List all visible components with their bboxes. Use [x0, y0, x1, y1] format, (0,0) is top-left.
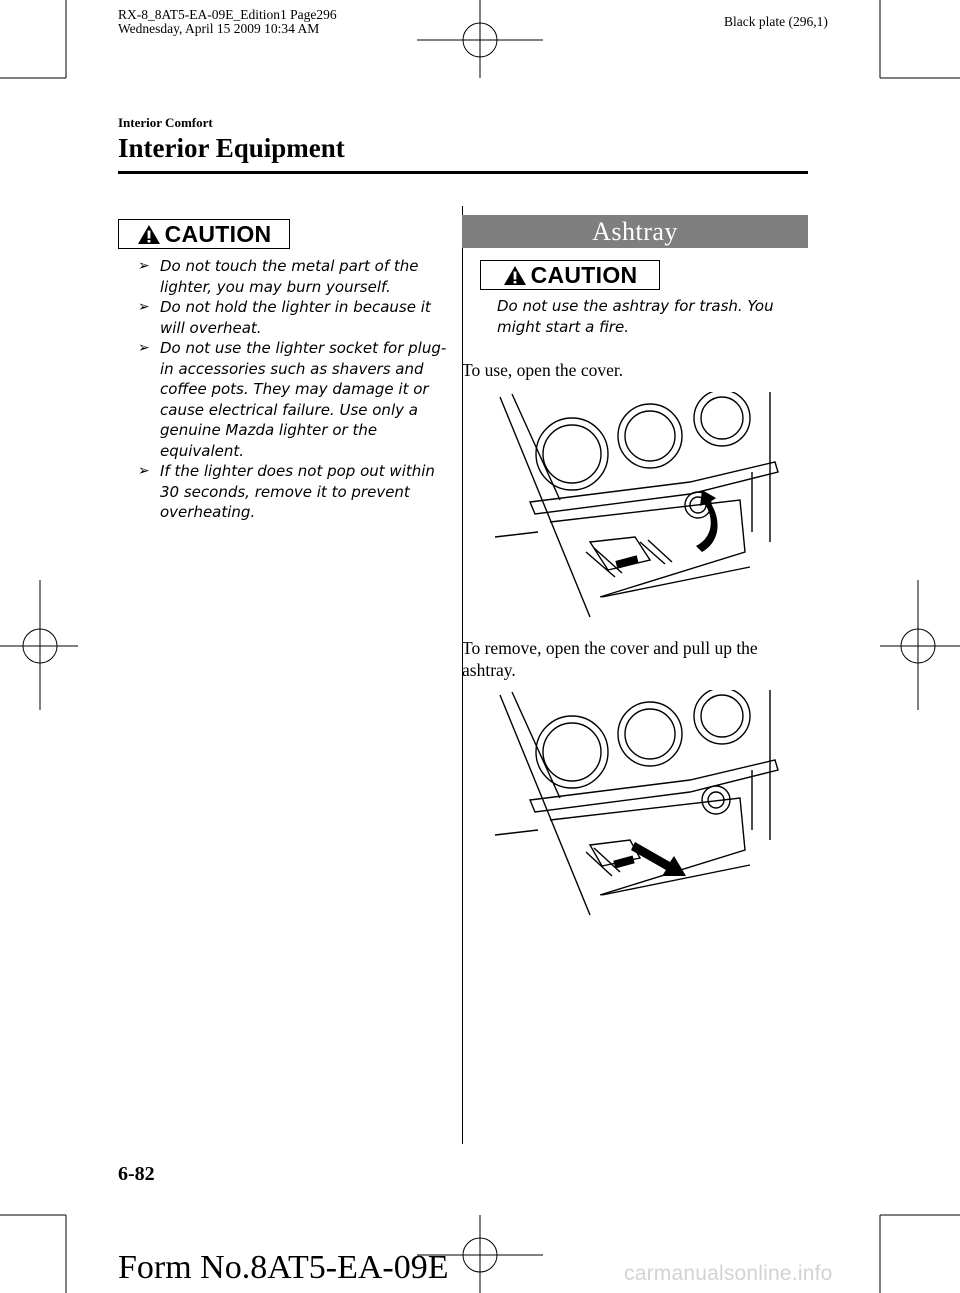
registration-mark-icon [0, 580, 78, 710]
list-item [138, 461, 448, 523]
list-item [138, 338, 448, 461]
plate-label: Black plate (296,1) [724, 14, 828, 29]
caution-item-text: Do not use the lighter socket for plug-in accessories such as shavers and coffee pots. They may damage it or cause electrical failure. Use only a genuine Mazda lighter or the equivalent. [160, 339, 447, 460]
caution-item-text: Do not touch the metal part of the lighter, you may burn yourself. [160, 257, 419, 296]
document-id: RX-8_8AT5-EA-09E_Edition1 Page296 [118, 7, 337, 22]
remove-instruction: To remove, open the cover and pull up the ashtray. [462, 638, 758, 680]
form-number: Form No.8AT5-EA-09E [118, 1249, 449, 1286]
warning-triangle-icon [137, 224, 161, 245]
title-rule [118, 171, 808, 174]
caution-box [480, 260, 660, 290]
use-instruction: To use, open the cover. [462, 360, 624, 380]
page-number: 6-82 [118, 1163, 155, 1185]
list-item [138, 297, 448, 338]
registration-mark-icon [880, 580, 960, 710]
list-item [138, 256, 448, 297]
watermark: carmanualsonline.info [624, 1262, 833, 1285]
section-label: Interior Comfort [118, 115, 213, 130]
caution-box [118, 219, 290, 249]
caution-item-text: If the lighter does not pop out within 30 seconds, remove it to prevent overheating. [160, 462, 435, 521]
bullet-arrow-icon: ➢ [138, 299, 150, 315]
bullet-arrow-icon: ➢ [138, 463, 150, 479]
warning-triangle-icon [503, 265, 527, 286]
bullet-arrow-icon: ➢ [138, 340, 150, 356]
registration-mark-icon [417, 0, 543, 78]
ashtray-remove-illustration [490, 690, 800, 922]
ashtray-caution-text: Do not use the ashtray for trash. You might start a fire. [497, 297, 774, 336]
caution-list [138, 256, 448, 523]
caution-label: CAUTION [530, 261, 638, 288]
page-title: Interior Equipment [118, 133, 345, 163]
caution-item-text: Do not hold the lighter in because it will overheat. [160, 298, 431, 337]
caution-label: CAUTION [164, 220, 272, 247]
bullet-arrow-icon: ➢ [138, 258, 150, 274]
ashtray-open-illustration [490, 392, 800, 624]
document-date: Wednesday, April 15 2009 10:34 AM [118, 21, 320, 36]
section-heading-band [462, 215, 808, 248]
ashtray-heading: Ashtray [592, 216, 678, 246]
